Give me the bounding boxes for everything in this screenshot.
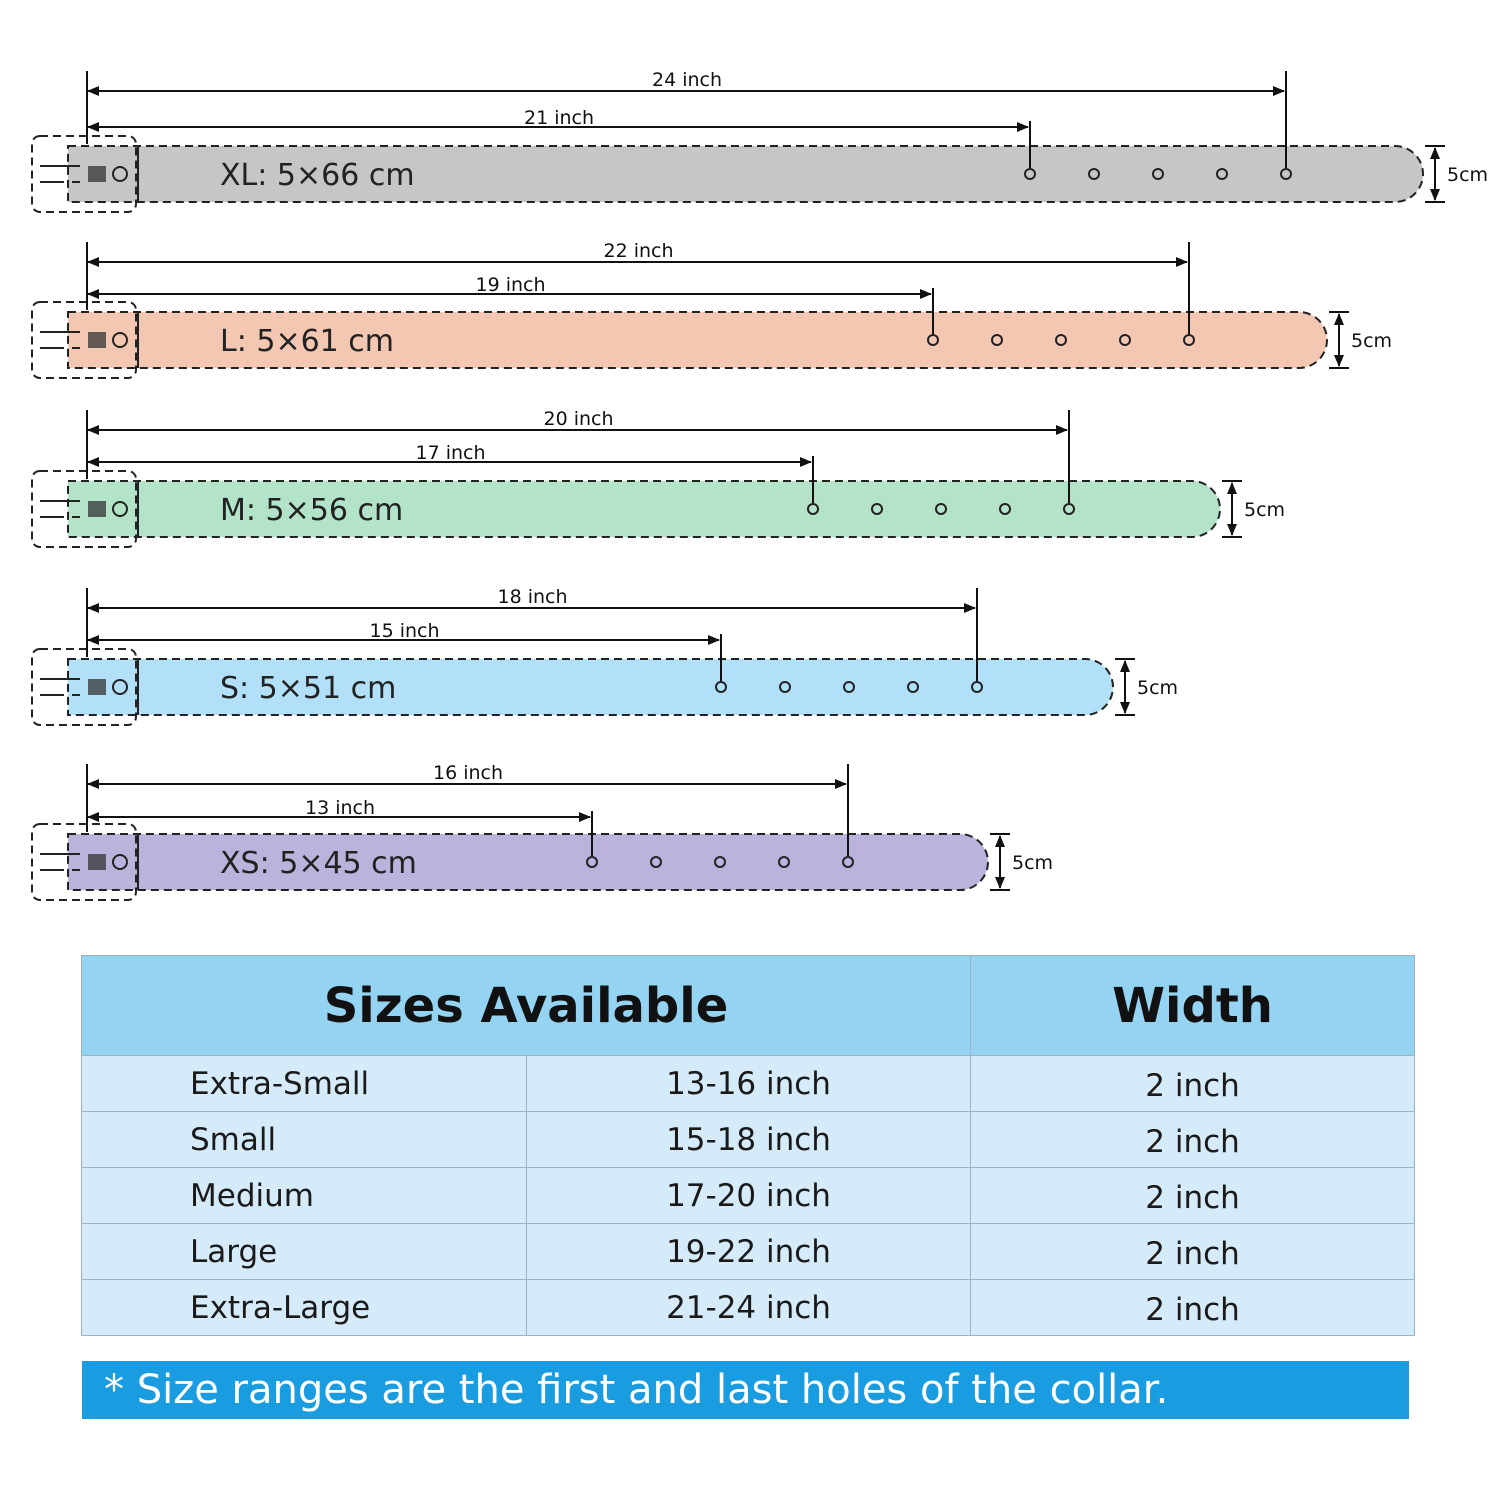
size-width: 2 inch bbox=[971, 1056, 1415, 1112]
outer-dimension-label: 24 inch bbox=[651, 69, 723, 91]
size-width: 2 inch bbox=[971, 1112, 1415, 1168]
width-label: 5cm bbox=[1012, 852, 1054, 874]
collar-2 bbox=[32, 408, 1285, 547]
table-row bbox=[82, 1056, 1415, 1112]
buckle-stitch bbox=[88, 166, 106, 182]
collar-size-label: XL: 5×66 cm bbox=[220, 158, 415, 193]
table-row bbox=[82, 1168, 1415, 1224]
table-row bbox=[82, 1280, 1415, 1336]
table-row bbox=[82, 1112, 1415, 1168]
size-range: 15-18 inch bbox=[527, 1112, 971, 1168]
size-range: 21-24 inch bbox=[527, 1280, 971, 1336]
width-label: 5cm bbox=[1244, 499, 1286, 521]
outer-dimension-label: 22 inch bbox=[603, 240, 674, 262]
size-name: Extra-Small bbox=[82, 1056, 527, 1112]
size-width: 2 inch bbox=[971, 1224, 1415, 1280]
buckle-stitch bbox=[88, 501, 106, 517]
width-label: 5cm bbox=[1447, 164, 1489, 186]
inner-dimension-label: 21 inch bbox=[523, 107, 595, 129]
collar-0 bbox=[32, 69, 1488, 212]
inner-dimension-label: 15 inch bbox=[369, 620, 440, 642]
buckle-stitch bbox=[88, 332, 106, 348]
collar-size-label: M: 5×56 cm bbox=[220, 493, 404, 528]
table-row bbox=[82, 1224, 1415, 1280]
outer-dimension-label: 16 inch bbox=[432, 762, 504, 784]
width-label: 5cm bbox=[1137, 677, 1179, 699]
inner-dimension-label: 13 inch bbox=[304, 797, 376, 819]
size-footnote: * Size ranges are the first and last holes of the collar. bbox=[82, 1361, 1409, 1419]
size-range: 13-16 inch bbox=[527, 1056, 971, 1112]
size-range: 17-20 inch bbox=[527, 1168, 971, 1224]
buckle-stitch bbox=[88, 679, 106, 695]
size-range: 19-22 inch bbox=[527, 1224, 971, 1280]
size-name: Extra-Large bbox=[82, 1280, 527, 1336]
collar-size-label: S: 5×51 cm bbox=[220, 671, 397, 706]
buckle-stitch bbox=[88, 854, 106, 870]
collar-4 bbox=[32, 762, 1053, 900]
size-name: Medium bbox=[82, 1168, 527, 1224]
width-label: 5cm bbox=[1351, 330, 1393, 352]
size-width: 2 inch bbox=[971, 1168, 1415, 1224]
size-name: Large bbox=[82, 1224, 527, 1280]
collar-3 bbox=[32, 586, 1178, 725]
collar-size-label: XS: 5×45 cm bbox=[220, 846, 417, 881]
collar-size-label: L: 5×61 cm bbox=[220, 324, 395, 359]
size-name: Small bbox=[82, 1112, 527, 1168]
width-header: Width bbox=[971, 956, 1415, 1056]
outer-dimension-label: 20 inch bbox=[543, 408, 614, 430]
inner-dimension-label: 17 inch bbox=[415, 442, 486, 464]
inner-dimension-label: 19 inch bbox=[475, 274, 546, 296]
collar-1 bbox=[32, 240, 1392, 378]
sizes-available-header: Sizes Available bbox=[82, 956, 971, 1056]
collar-strap bbox=[68, 834, 988, 890]
outer-dimension-label: 18 inch bbox=[497, 586, 568, 608]
table-header-row bbox=[82, 956, 1415, 1056]
size-table bbox=[81, 955, 1415, 1336]
size-width: 2 inch bbox=[971, 1280, 1415, 1336]
